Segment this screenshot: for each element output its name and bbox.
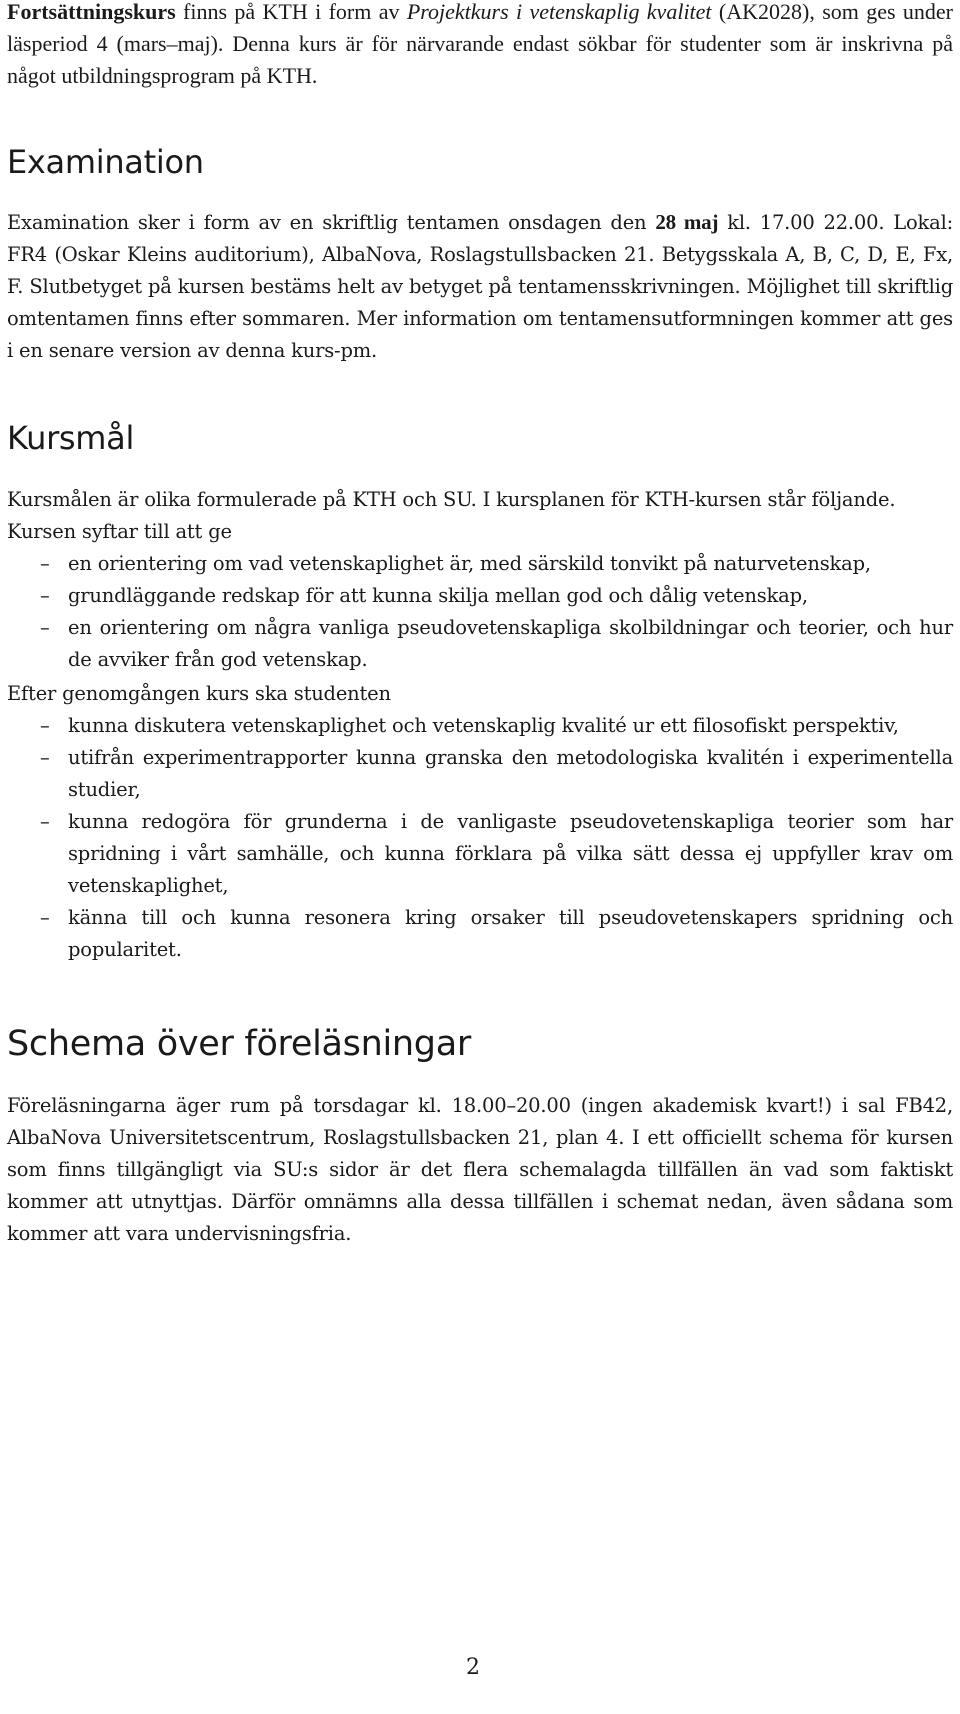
intro-paragraph bbox=[7, 0, 953, 92]
kursmal-heading: Kursmål bbox=[7, 419, 135, 457]
list-item bbox=[7, 806, 953, 902]
list-item bbox=[7, 580, 953, 612]
list-item bbox=[7, 548, 953, 580]
examination-heading: Examination bbox=[7, 143, 204, 181]
list-item-text: grundläggande redskap för att kunna skilja mellan god och dålig vetenskap, bbox=[68, 584, 808, 607]
kursmal-lead-2: Efter genomgången kurs ska studenten bbox=[7, 682, 391, 705]
dash-marker: – bbox=[40, 584, 50, 607]
list-item bbox=[7, 902, 953, 966]
dash-marker: – bbox=[40, 714, 50, 737]
kursmal-intro: Kursmålen är olika formulerade på KTH och SU. I kursplanen för KTH-kursen står följande. bbox=[7, 488, 896, 511]
examination-paragraph bbox=[7, 206, 953, 367]
schema-heading: Schema över föreläsningar bbox=[7, 1024, 471, 1064]
intro-course-name: Projektkurs i vetenskaplig kvalitet bbox=[406, 0, 712, 24]
intro-bold-lead: Fortsättningskurs bbox=[7, 0, 176, 24]
kursmal-list-2 bbox=[7, 710, 953, 966]
kursmal-lead-1: Kursen syftar till att ge bbox=[7, 520, 232, 543]
schema-paragraph: Föreläsningarna äger rum på torsdagar kl. 18.00–20.00 (ingen akademisk kvart!) i sal FB42, AlbaNova Universitetscentrum, Roslagstullsbacken 21, plan 4. I ett officiellt schema för kursen som finns tillgängligt via SU:s sidor är det flera schemalagda tillfällen än vad som faktiskt kommer att utnyttjas. Därför omnämns alla dessa tillfällen i schemat nedan, även sådana som kommer att vara undervisningsfria. bbox=[7, 1094, 953, 1245]
list-item bbox=[7, 612, 953, 676]
list-item-text: en orientering om några vanliga pseudovetenskapliga skolbildningar och teorier, och hur de avviker från god vetenskap. bbox=[68, 616, 953, 671]
list-item-text: känna till och kunna resonera kring orsaker till pseudovetenskapers spridning och popularitet. bbox=[68, 906, 953, 961]
list-item-text: kunna diskutera vetenskaplighet och vetenskaplig kvalité ur ett filosofiskt perspektiv, bbox=[68, 714, 899, 737]
dash-marker: – bbox=[40, 616, 50, 639]
dash-marker: – bbox=[40, 746, 50, 769]
examination-date: 28 maj bbox=[655, 210, 719, 234]
document-page bbox=[7, 0, 953, 1250]
dash-marker: – bbox=[40, 906, 50, 929]
page-number: 2 bbox=[466, 1655, 480, 1680]
examination-text-1: Examination sker i form av en skriftlig tentamen onsdagen den bbox=[7, 211, 656, 234]
intro-text-1: finns på KTH i form av bbox=[175, 0, 407, 24]
examination-text-2: kl. 17.00 22.00. Lokal: FR4 (Oskar Kleins auditorium), AlbaNova, Roslagstullsbacken 21. Betygsskala A, B, C, D, E, Fx, F. Slutbetyget på kursen bestäms helt av betyget på tentamensskrivningen. Möjlighet till skriftlig omtentamen finns efter sommaren. Mer information om tentamensutformningen kommer att ges i en senare version av denna kurs-pm. bbox=[7, 211, 953, 362]
dash-marker: – bbox=[40, 810, 50, 833]
list-item bbox=[7, 742, 953, 806]
dash-marker: – bbox=[40, 552, 50, 575]
intro-text-2: (AK2028), som ges under läsperiod 4 (mars–maj). Denna kurs är för närvarande endast sökbar för studenter som är inskrivna på något utbildningsprogram på KTH. bbox=[7, 0, 953, 88]
list-item bbox=[7, 710, 953, 742]
list-item-text: kunna redogöra för grunderna i de vanligaste pseudovetenskapliga teorier som har spridning i vårt samhälle, och kunna förklara på vilka sätt dessa ej uppfyller krav om vetenskaplighet, bbox=[68, 810, 953, 897]
kursmal-list-1 bbox=[7, 548, 953, 676]
list-item-text: utifrån experimentrapporter kunna granska den metodologiska kvalitén i experimentella studier, bbox=[68, 746, 953, 801]
list-item-text: en orientering om vad vetenskaplighet är, med särskild tonvikt på naturvetenskap, bbox=[68, 552, 871, 575]
